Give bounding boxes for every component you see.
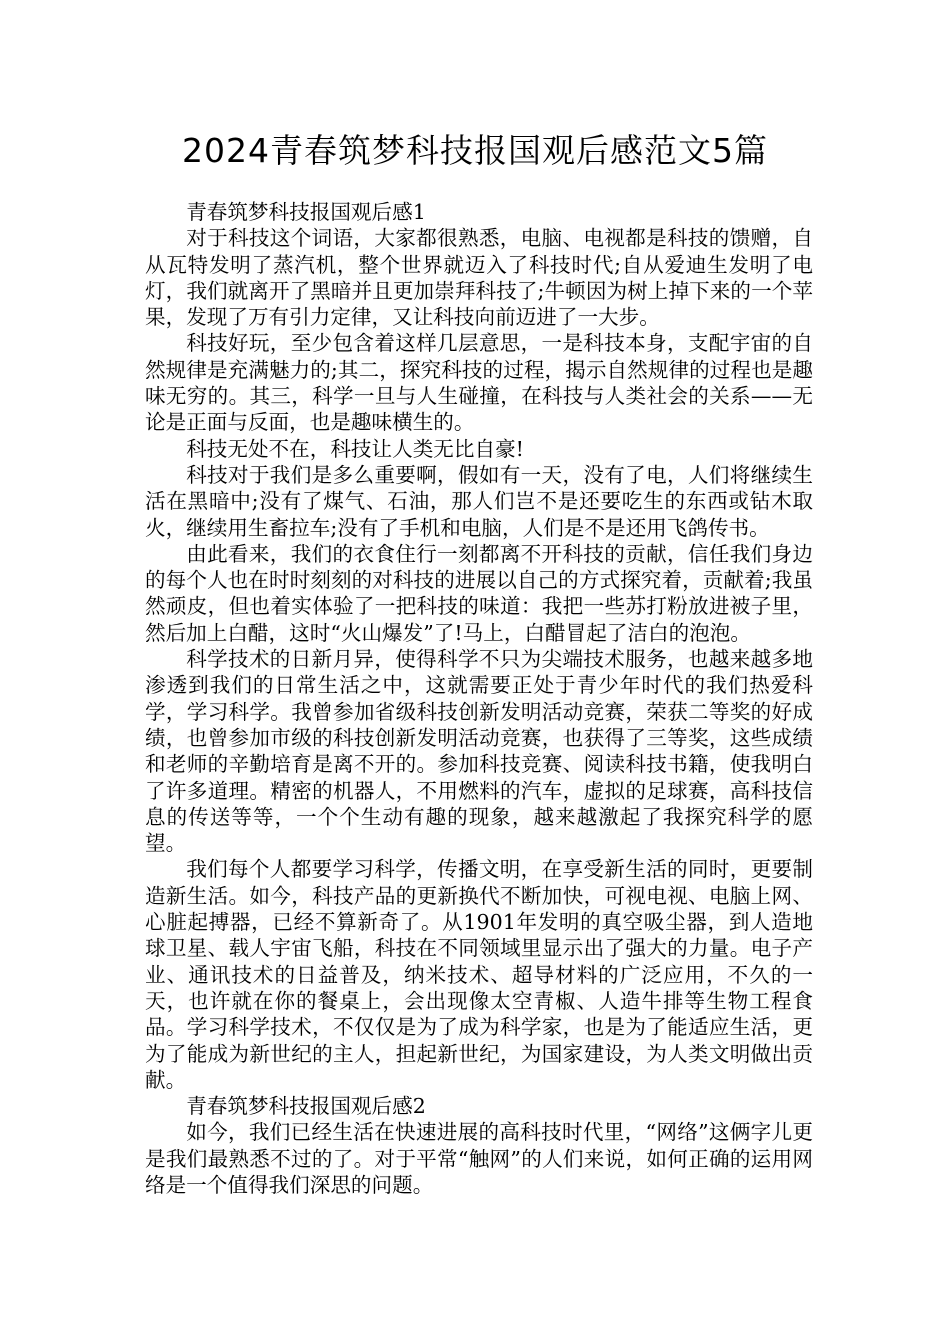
paragraph: 对于科技这个词语，大家都很熟悉，电脑、电视都是科技的馈赠，自从瓦特发明了蒸汽机，整个世界就迈入了科技时代;自从爱迪生发明了电灯，我们就离开了黑暗并且更加崇拜科技了;牛顿因为树上掉下来的一个苹果，发现了万有引力定律，又让科技向前迈进了一大步。 bbox=[145, 226, 813, 330]
paragraph: 科技对于我们是多么重要啊，假如有一天，没有了电，人们将继续生活在黑暗中;没有了煤气、石油，那人们岂不是还要吃生的东西或钻木取火，继续用生畜拉车;没有了手机和电脑，人们是不是还用飞鸽传书。 bbox=[145, 462, 813, 540]
paragraph: 科技无处不在，科技让人类无比自豪! bbox=[186, 436, 524, 461]
paragraph: 科学技术的日新月异，使得科学不只为尖端技术服务，也越来越多地渗透到我们的日常生活之中，这就需要正处于青少年时代的我们热爱科学，学习科学。我曾参加省级科技创新发明活动竞赛，荣获二等奖的好成绩，也曾参加市级的科技创新发明活动竞赛，也获得了三等奖，这些成绩和老师的辛勤培育是离不开的。参加科技竞赛、阅读科技书籍，使我明白了许多道理。精密的机器人，不用燃料的汽车，虚拟的足球赛，高科技信息的传送等等，一个个生动有趣的现象，越来越激起了我探究科学的愿望。 bbox=[145, 647, 813, 856]
document-title: 2024青春筑梦科技报国观后感范文5篇 bbox=[182, 131, 768, 170]
paragraph: 由此看来，我们的衣食住行一刻都离不开科技的贡献，信任我们身边的每个人也在时时刻刻的对科技的进展以自己的方式探究着，贡献着;我虽然顽皮，但也着实体验了一把科技的味道：我把一些苏打粉放进被子里，然后加上白醋，这时“火山爆发”了!马上，白醋冒起了洁白的泡泡。 bbox=[145, 541, 813, 645]
paragraph: 我们每个人都要学习科学，传播文明，在享受新生活的同时，更要制造新生活。如今，科技产品的更新换代不断加快，可视电视、电脑上网、心脏起搏器，已经不算新奇了。从1901年发明的真空吸尘器，到人造地球卫星、载人宇宙飞船，科技在不同领域里显示出了强大的力量。电子产业、通讯技术的日益普及，纳米技术、超导材料的广泛应用，不久的一天，也许就在你的餐桌上，会出现像太空青椒、人造牛排等生物工程食品。学习科学技术，不仅仅是为了成为科学家，也是为了能适应生活，更为了能成为新世纪的主人，担起新世纪，为国家建设，为人类文明做出贡献。 bbox=[145, 857, 813, 1092]
document-body bbox=[145, 199, 813, 1198]
section-heading: 青春筑梦科技报国观后感1 bbox=[186, 200, 426, 224]
paragraph: 如今，我们已经生活在快速进展的高科技时代里，“网络”这俩字儿更是我们最熟悉不过的了。对于平常“触网”的人们来说，如何正确的运用网络是一个值得我们深思的问题。 bbox=[145, 1120, 813, 1197]
section-heading: 青春筑梦科技报国观后感2 bbox=[186, 1094, 426, 1119]
paragraph: 科技好玩，至少包含着这样几层意思，一是科技本身，支配宇宙的自然规律是充满魅力的;其二，探究科技的过程，揭示自然规律的过程也是趣味无穷的。其三，科学一旦与人生碰撞，在科技与人类社会的关系——无论是正面与反面，也是趣味横生的。 bbox=[145, 331, 813, 435]
